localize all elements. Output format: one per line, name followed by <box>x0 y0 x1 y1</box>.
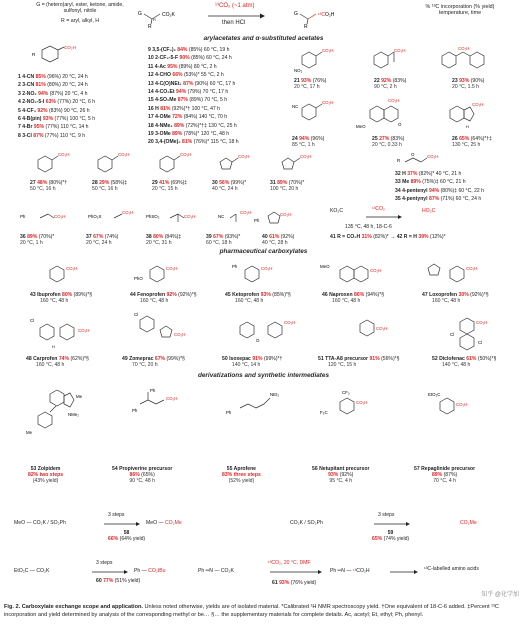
svg-text:G: G <box>294 11 298 17</box>
seq58-product: MeO — CO₂Me <box>146 520 182 526</box>
list-item: 13 4-C(O)NEt₂ 87% (90%) 60 °C, 17 h <box>148 80 236 87</box>
list-item: 6 4-B(pin) 93% (77%) 100 °C, 5 h <box>18 116 96 123</box>
compound-28: 28 29% (58%)‡ 50 °C, 16 h <box>92 180 128 192</box>
compound-29: 29 41% (69%)‡ 20 °C, 15 h <box>152 180 188 192</box>
structures-21-23 <box>292 46 522 76</box>
compound-45: 45 Ketoprofen 93% (85%)*§ 160 °C, 48 h <box>225 292 291 304</box>
section-derivatizations <box>0 372 527 381</box>
svg-text:Ph: Ph <box>232 264 238 269</box>
svg-text:NMe₂: NMe₂ <box>68 412 79 417</box>
structures-24-26 <box>290 94 522 134</box>
arylacetate-structure <box>30 44 80 72</box>
compound-21: 21 93% (76%) 20 °C, 17 h <box>294 78 327 90</box>
svg-text:CO₂H: CO₂H <box>166 266 178 271</box>
svg-text:PhO₂S: PhO₂S <box>88 214 102 219</box>
structures-43-47 <box>20 258 520 288</box>
seq61-start: Ph ═N — CO₂K <box>198 568 234 574</box>
list-item: 14 4-CO₂Et 94% (79%) 70 °C, 17 h <box>148 89 229 96</box>
svg-text:H: H <box>52 344 55 349</box>
list-item: 20 3,4-(OMe)₂ 81% (76%)* 115 °C, 18 h <box>148 139 239 146</box>
list-item: 4 2-NO₂-5-I 63% (77%) 20 °C, 6 h <box>18 99 96 106</box>
list-item: 33 Me 89% (75%)‡ 60 °C, 21 h <box>395 179 466 186</box>
compound-40: 40 61% (92%) 40 °C, 28 h <box>262 234 295 246</box>
svg-text:R: R <box>397 158 401 163</box>
list-item: 19 3-OMe 89% (78%)* 120 °C, 48 h <box>148 131 230 138</box>
list-item: 3 2-NO₂ 94% (87%) 20 °C, 4 h <box>18 90 88 97</box>
svg-text:F₃C: F₃C <box>320 410 328 415</box>
svg-text:CO₂H: CO₂H <box>122 210 134 215</box>
svg-text:Cl: Cl <box>30 318 35 323</box>
list-item: 10 2-CF₃-5-F 90% (85%) 60 °C, 24 h <box>148 55 232 62</box>
compound-47: 47 Loxoprofen 30% (92%)*§ 160 °C, 48 h <box>422 292 489 304</box>
list-arylacetates-b <box>148 46 239 147</box>
svg-text:O: O <box>411 152 415 157</box>
svg-text:PhSO₂: PhSO₂ <box>146 214 160 219</box>
svg-text:PhO: PhO <box>134 276 143 281</box>
list-item: 5 4-CF₃ 92% (83%) 90 °C, 26 h <box>18 107 90 114</box>
svg-text:CO₂H: CO₂H <box>284 320 296 325</box>
svg-text:CO₂H: CO₂H <box>456 402 468 407</box>
svg-text:R: R <box>148 24 152 30</box>
svg-text:O: O <box>256 338 260 343</box>
cond-41: 135 °C, 48 h, 18-C-6 <box>345 224 392 230</box>
svg-text:Me: Me <box>26 430 33 435</box>
compound-25: 25 27% (83%) 20 °C, 0.33 h <box>372 136 405 148</box>
svg-text:CF₃: CF₃ <box>342 390 350 395</box>
svg-text:Ph: Ph <box>20 214 26 219</box>
compound-43: 43 Ibuprofen 80% (89%)*§ 160 °C, 48 h <box>30 292 93 304</box>
compound-59: 59 65% (74% yield) <box>372 530 410 542</box>
compound-44: 44 Fenoprofen 92% (92%)*§ 160 °C, 48 h <box>130 292 197 304</box>
reagent-41: ¹³CO₂ <box>372 206 386 212</box>
svg-text:CO₂H: CO₂H <box>118 152 130 157</box>
svg-text:CO₂H: CO₂H <box>322 48 334 53</box>
seq61-product: Ph ═N — ¹³CO₂H <box>330 568 370 574</box>
list-item: 2 3-CN 81% (80%) 20 °C, 24 h <box>18 82 88 89</box>
list-item: 35 4-pentynyl 87% (71%) 60 °C, 24 h <box>395 196 482 203</box>
svg-text:CO₂H: CO₂H <box>58 152 70 157</box>
list-item: 12 4-CHO 66% (53%)* 55 °C, 2 h <box>148 72 224 79</box>
compound-55: 55 Aprofene 83% three steps (52% yield) <box>222 466 261 484</box>
svg-text:CO₂H: CO₂H <box>466 266 478 271</box>
amino-acids-label: ¹³C-labelled amino acids <box>424 566 479 572</box>
list-item: 9 3,5-(CF₃)₂ 84% (85%) 60 °C, 19 h <box>148 47 230 53</box>
ester-structure <box>395 150 455 170</box>
structures-27-31 <box>20 150 320 178</box>
structures-53-57 <box>20 384 520 444</box>
reagent-hcl: then HCl <box>222 20 246 26</box>
incorporation-label <box>405 4 515 17</box>
reactant-note: G = (hetero)aryl, ester, ketone, amide, sulfonyl, nitrile <box>36 2 124 15</box>
seq59-steps: 3 steps <box>378 512 395 518</box>
figure-caption <box>4 604 522 619</box>
svg-text:CO₂H: CO₂H <box>356 400 368 405</box>
svg-text:Cl: Cl <box>478 340 483 345</box>
list-item: 18 4-NMe₂ 89% (72%)*†‡ 130 °C, 25 h <box>148 122 237 129</box>
svg-text:CO₂H: CO₂H <box>476 320 488 325</box>
svg-text:CO₂H: CO₂H <box>64 45 76 50</box>
compound-38: 38 80% (84%)‡ 20 °C, 31 h <box>146 234 182 246</box>
svg-text:G: G <box>138 11 142 17</box>
svg-text:¹³CO₂H: ¹³CO₂H <box>318 12 335 18</box>
svg-text:CO₂H: CO₂H <box>472 102 484 107</box>
list-item: 32 H 37% (82%)* 40 °C, 21 h <box>395 171 462 177</box>
svg-text:O: O <box>398 122 402 127</box>
list-item: 8 3-Cl 87% (77%) 110 °C, 9 h <box>18 132 86 139</box>
svg-text:CO₂H: CO₂H <box>280 212 292 217</box>
caption-body: Unless noted otherwise, yields are of isolated material. *Calibrated ¹H NMR spectroscopy yield. †One equivalent of 18-C-6 added. ‡Percent ¹³C incorporation and yield determined by analysis of the corresponding methyl or be… §… the supplementary materials for complete details. Ac, acetyl; Et, ethyl; Ph, phenyl. <box>4 604 499 618</box>
svg-text:MeO: MeO <box>356 124 366 129</box>
list-item: 7 4-Br 95% (77%) 110 °C, 14 h <box>18 124 89 131</box>
svg-text:CO₂H: CO₂H <box>394 48 406 53</box>
svg-text:R: R <box>153 17 156 22</box>
pct-cond: temperature, time <box>438 10 482 17</box>
compound-49: 49 Zomeprac 67% (99%)*§ 70 °C, 20 h <box>122 356 185 368</box>
svg-text:Cl: Cl <box>450 332 455 337</box>
reaction-arrow <box>206 13 266 19</box>
section-title: arylacetates and α-substituted acetates <box>198 35 330 42</box>
structures-48-52 <box>20 312 520 352</box>
seq58-start: MeO — CO₂K / SO₂Ph <box>14 520 66 526</box>
list-item: 17 4-OMe 72% (84%) 140 °C, 70 h <box>148 114 228 121</box>
compound-37: 37 67% (74%) 20 °C, 24 h <box>86 234 119 246</box>
list-item: 11 4-Ac 95% (89%) 80 °C, 2 h <box>148 63 217 70</box>
seq58-steps: 3 steps <box>108 512 125 518</box>
svg-text:MeO: MeO <box>320 264 330 269</box>
svg-text:EtO₂C: EtO₂C <box>428 392 441 397</box>
svg-text:CO₂H: CO₂H <box>66 266 78 271</box>
svg-text:CO₂H: CO₂H <box>370 268 382 273</box>
svg-text:Cl: Cl <box>134 312 139 317</box>
svg-text:CO₂K: CO₂K <box>162 12 175 18</box>
arrow-58 <box>102 521 142 527</box>
caption-title: Fig. 2. Carboxylate exchange scope and application. <box>4 604 143 610</box>
compound-46: 46 Naproxen 86% (94%)*§ 160 °C, 48 h <box>322 292 385 304</box>
seq60-start: EtO₂C — CO₂K <box>14 568 50 574</box>
svg-text:Ph: Ph <box>254 218 260 223</box>
svg-text:CO₂H: CO₂H <box>376 326 388 331</box>
svg-text:CO₂H: CO₂H <box>240 210 252 215</box>
svg-text:H: H <box>466 124 469 129</box>
section-pharmaceutical <box>0 248 527 257</box>
seq59-start: CO₂K / SO₂Ph <box>290 520 323 526</box>
compound-54: 54 Propiverine precursor 86% (65%) 90 °C, 48 h <box>112 466 173 484</box>
arrow-61 <box>268 569 324 575</box>
product-structure <box>290 6 370 34</box>
compound-30: 30 56% (99%)* 40 °C, 24 h <box>212 180 247 192</box>
compound-31: 31 89% (70%)* 100 °C, 20 h <box>270 180 305 192</box>
list-item: 34 4-pentenyl 94% (80%)‡ 60 °C, 22 h <box>395 187 484 194</box>
arrow-60 <box>90 569 130 575</box>
compound-53: 53 Zolpidem 82% two steps (43% yield) <box>28 466 64 484</box>
compound-58: 58 66% (64% yield) <box>108 530 146 542</box>
list-esters <box>395 170 484 204</box>
compound-60: 60 77% (51% yield) <box>96 578 141 584</box>
section-arylacetates <box>0 35 527 44</box>
svg-text:NC: NC <box>218 214 225 219</box>
svg-text:CO₂H: CO₂H <box>300 154 312 159</box>
svg-text:CO₂H: CO₂H <box>261 266 273 271</box>
svg-text:CO₂H: CO₂H <box>458 46 470 51</box>
arrow-aa <box>388 569 420 575</box>
r-note: R = aryl, alkyl, H <box>61 18 99 24</box>
list-arylacetates-a <box>18 73 95 140</box>
compound-26: 26 65% (64%)*†‡ 130 °C, 25 h <box>452 136 492 148</box>
list-item: 1 4-CN 85% (96%) 20 °C, 24 h <box>18 74 88 80</box>
reactant-structure <box>130 6 210 34</box>
watermark: 知乎 @化学加 <box>481 592 519 598</box>
compound-24: 24 94% (96%) 85 °C, 1 h <box>292 136 325 148</box>
compound-52: 52 Diclofenac 61% (50%)*§ 140 °C, 48 h <box>432 356 497 368</box>
compound-27: 27 48% (80%)*† 50 °C, 16 h <box>30 180 68 192</box>
reaction-arrow-41 <box>364 214 404 220</box>
svg-text:Me: Me <box>76 394 83 399</box>
svg-text:CO₂H: CO₂H <box>322 100 334 105</box>
svg-text:CO₂H: CO₂H <box>54 214 66 219</box>
svg-text:CO₂H: CO₂H <box>174 332 186 337</box>
section-title: derivatizations and synthetic intermediates <box>192 372 335 379</box>
compound-61: 61 93% (76% yield) <box>272 580 317 586</box>
svg-text:CO₂H: CO₂H <box>427 154 439 159</box>
svg-text:R: R <box>304 24 308 30</box>
svg-text:CO₂H: CO₂H <box>388 98 400 103</box>
svg-text:CO₂H: CO₂H <box>238 154 250 159</box>
svg-text:CO₂H: CO₂H <box>184 214 196 219</box>
compound-41-42: KO₂C <box>330 208 344 214</box>
compound-36: 36 89% (70%)* 20 °C, 1 h <box>20 234 55 246</box>
svg-text:NC: NC <box>292 104 299 109</box>
svg-text:NEt₂: NEt₂ <box>270 392 280 397</box>
product-41-42: HO₂C <box>422 208 436 214</box>
seq59-product: CO₂Me <box>460 520 477 526</box>
label-41-42: 41 R = CO₂H 31% (82%)* → 42 R = H 39% (12%)* <box>330 234 446 240</box>
compound-50: 50 Isoxepac 91% (99%)*† 140 °C, 14 h <box>222 356 283 368</box>
compound-39: 39 67% (93%)* 60 °C, 18 h <box>206 234 241 246</box>
compound-22: 22 92% (83%) 90 °C, 2 h <box>374 78 407 90</box>
svg-text:Ph: Ph <box>150 388 156 393</box>
section-title: pharmaceutical carboxylates <box>214 248 314 255</box>
compound-23: 23 93% (90%) 20 °C, 1.5 h <box>452 78 485 90</box>
svg-text:NO₂: NO₂ <box>294 68 303 73</box>
compound-56: 56 Netupitant precursor 93% (92%) 95 °C, 4 h <box>312 466 370 484</box>
svg-text:Ph: Ph <box>226 410 232 415</box>
svg-text:CO₂H: CO₂H <box>180 152 192 157</box>
reagent-co2: ¹³CO₂ (~1 atm) <box>215 3 255 9</box>
list-item: 15 4-SO₂Me 87% (89%) 70 °C, 5 h <box>148 97 228 104</box>
pct-label: % ¹³C incorporation (% yield) <box>425 4 495 10</box>
svg-text:Ph: Ph <box>132 408 138 413</box>
compound-57: 57 Repaglinide precursor 89% (87%) 70 °C, 4 h <box>414 466 476 484</box>
compound-48: 48 Carprofen 74% (62%)*§ 160 °C, 48 h <box>26 356 89 368</box>
reaction-scheme <box>0 0 527 40</box>
svg-text:CO₂H: CO₂H <box>78 328 90 333</box>
seq60-steps: 3 steps <box>96 560 113 566</box>
svg-text:CO₂H: CO₂H <box>166 396 178 401</box>
seq61-reagent: ¹³CO₂, 20 °C, DMF <box>268 560 311 566</box>
seq60-product: Ph — CO₂tBu <box>134 568 166 574</box>
arrow-59 <box>372 521 412 527</box>
svg-text:R: R <box>32 52 36 57</box>
structures-36-40 <box>18 206 298 232</box>
compound-51: 51 TTA-A8 precursor 91% (56%)*§ 120 °C, 15 h <box>318 356 400 368</box>
list-item: 16 H 81% (92%)*† 100 °C, 47 h <box>148 105 221 112</box>
